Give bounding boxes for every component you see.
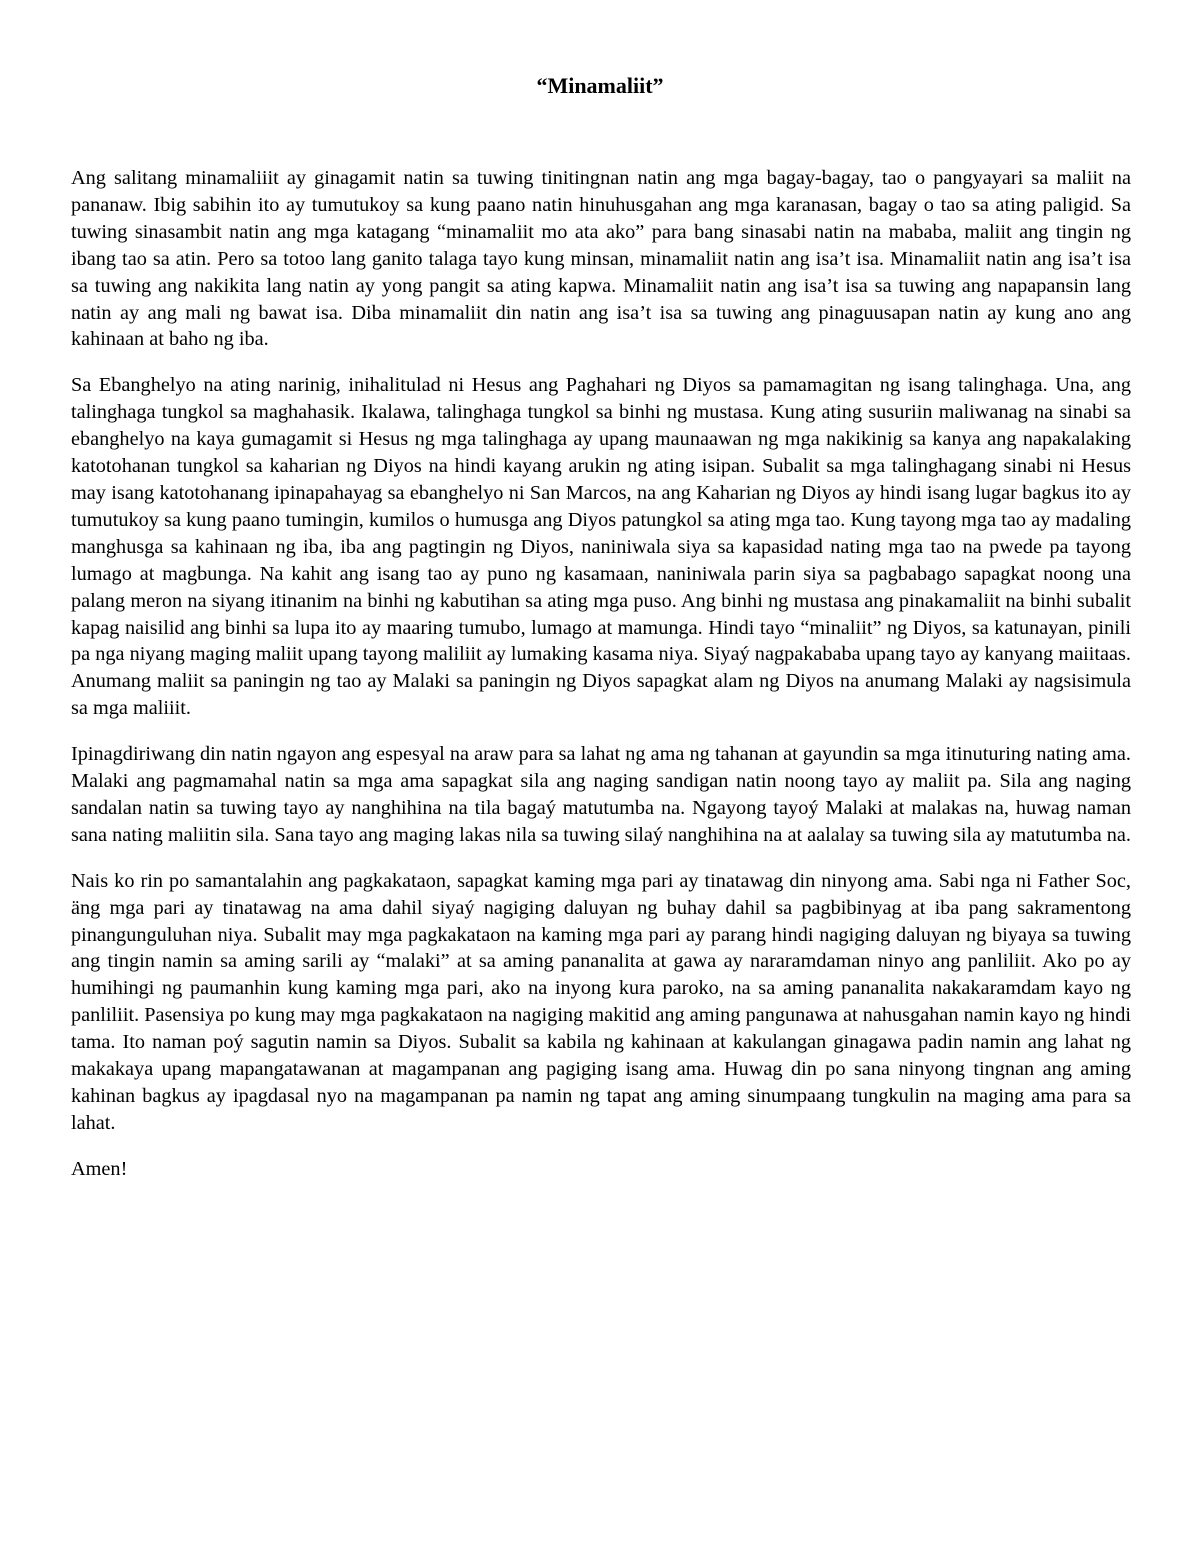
paragraph-4: Nais ko rin po samantalahin ang pagkakataon, sapagkat kaming mga pari ay tinatawag din ninyong ama. Sabi nga ni Father Soc, äng mga pari ay tinatawag na ama dahil siyaý nagiging daluyan ng buhay dahil sa pagbibinyag at iba pang sakramentong pinangunguluhan niya. Subalit may mga pagkakataon na kaming mga pari ay parang hindi nagiging daluyan ng biyaya sa tuwing ang tingin namin sa aming sarili ay “malaki” at sa aming pananalita at gawa ay nararamdaman ninyo ang panliliit. Ako po ay humihingi ng paumanhin kung kaming mga pari, ako na inyong kura paroko, na sa aming pananalita nakakaramdam kayo ng panliliit. Pasensiya po kung may mga pagkakataon na nagiging makitid ang aming pangunawa at nahusgahan namin kayo ng hindi tama. Ito naman poý sagutin namin sa Diyos. Subalit sa kabila ng kahinaan at kakulangan ginagawa padin namin ang lahat ng makakaya upang mapangatawanan at magampanan ang pagiging isang ama. Huwag din po sana ninyong tingnan ang aming kahinan bagkus ay ipagdasal nyo na magampanan pa namin ng tapat ang aming sinumpaang tungkulin na maging ama para sa lahat. bbox=[71, 869, 1131, 1134]
document-body bbox=[71, 165, 1131, 1183]
document-title: “Minamaliit” bbox=[536, 73, 664, 98]
paragraph-2: Sa Ebanghelyo na ating narinig, inihalitulad ni Hesus ang Paghahari ng Diyos sa pamamagitan ng isang talinghaga. Una, ang talinghaga tungkol sa maghahasik. Ikalawa, talinghaga tungkol sa binhi ng mustasa. Kung ating susuriin maliwanag na sinabi sa ebanghelyo na kaya gumagamit si Hesus ng mga talinghaga ay upang maunaawan ng mga nakikinig sa kanya ang napakalaking katotohanan tungkol sa kaharian ng Diyos na hindi kayang arukin ng ating isipan. Subalit sa mga talinghagang sinabi ni Hesus may isang katotohanang ipinapahayag sa ebanghelyo ni San Marcos, na ang Kaharian ng Diyos ay hindi isang lugar bagkus ito ay tumutukoy sa kung paano tumingin, kumilos o humusga ang Diyos patungkol sa ating mga tao. Kung tayong mga tao ay madaling manghusga sa kahinaan ng iba, iba ang pagtingin ng Diyos, naniniwala siya sa kapasidad nating mga tao na pwede pa tayong lumago at magbunga. Na kahit ang isang tao ay puno ng kasamaan, naniniwala parin siya sa pagbabago sapagkat noong una palang meron na siyang itinanim na binhi ng kabutihan sa ating mga puso. Ang binhi ng mustasa ang pinakamaliit na binhi subalit kapag naisilid ang binhi sa lupa ito ay maaring tumubo, lumago at mamunga. Hindi tayo “minaliit” ng Diyos, sa katunayan, pinili pa nga niyang maging maliit upang tayong maliliit ay lumaking kasama niya. Siyaý nagpakababa upang tayo ay kanyang maiitaas. Anumang maliit sa paningin ng tao ay Malaki sa paningin ng Diyos sapagkat alam ng Diyos na anumang Malaki ay nagsisimula sa mga maliiit. bbox=[71, 374, 1131, 720]
paragraph-3: Ipinagdiriwang din natin ngayon ang espesyal na araw para sa lahat ng ama ng tahanan at gayundin sa mga itinuturing nating ama. Malaki ang pagmamahal natin sa mga ama sapagkat sila ang naging sandigan natin noong tayo ay maliit pa. Sila ang naging sandalan natin sa tuwing tayo ay nanghihina na tila bagaý matutumba na. Ngayong tayoý Malaki at malakas na, huwag naman sana nating maliitin sila. Sana tayo ang maging lakas nila sa tuwing silaý nanghihina na at aalalay sa tuwing sila ay matutumba na. bbox=[71, 743, 1131, 846]
paragraph-1: Ang salitang minamaliiit ay ginagamit natin sa tuwing tinitingnan natin ang mga bagay-bagay, tao o pangyayari sa maliit na pananaw. Ibig sabihin ito ay tumutukoy sa kung paano natin hinuhusgahan ang mga karanasan, bagay o tao sa ating paligid. Sa tuwing sinasambit natin ang mga katagang “minamaliit mo ata ako” para bang sinasabi natin na mababa, maliit ang tingin ng ibang tao sa atin. Pero sa totoo lang ganito talaga tayo kung minsan, minamaliit natin ang isa’t isa. Minamaliit natin ang isa’t isa sa tuwing ang nakikita lang natin ay yong pangit sa ating kapwa. Minamaliit natin ang isa’t isa sa tuwing ang napapansin lang natin ay ang mali ng bawat isa. Diba minamaliit din natin ang isa’t isa sa tuwing ang pinaguusapan natin ay kung ano ang kahinaan at baho ng iba. bbox=[71, 167, 1131, 351]
closing-line: Amen! bbox=[71, 1157, 128, 1180]
